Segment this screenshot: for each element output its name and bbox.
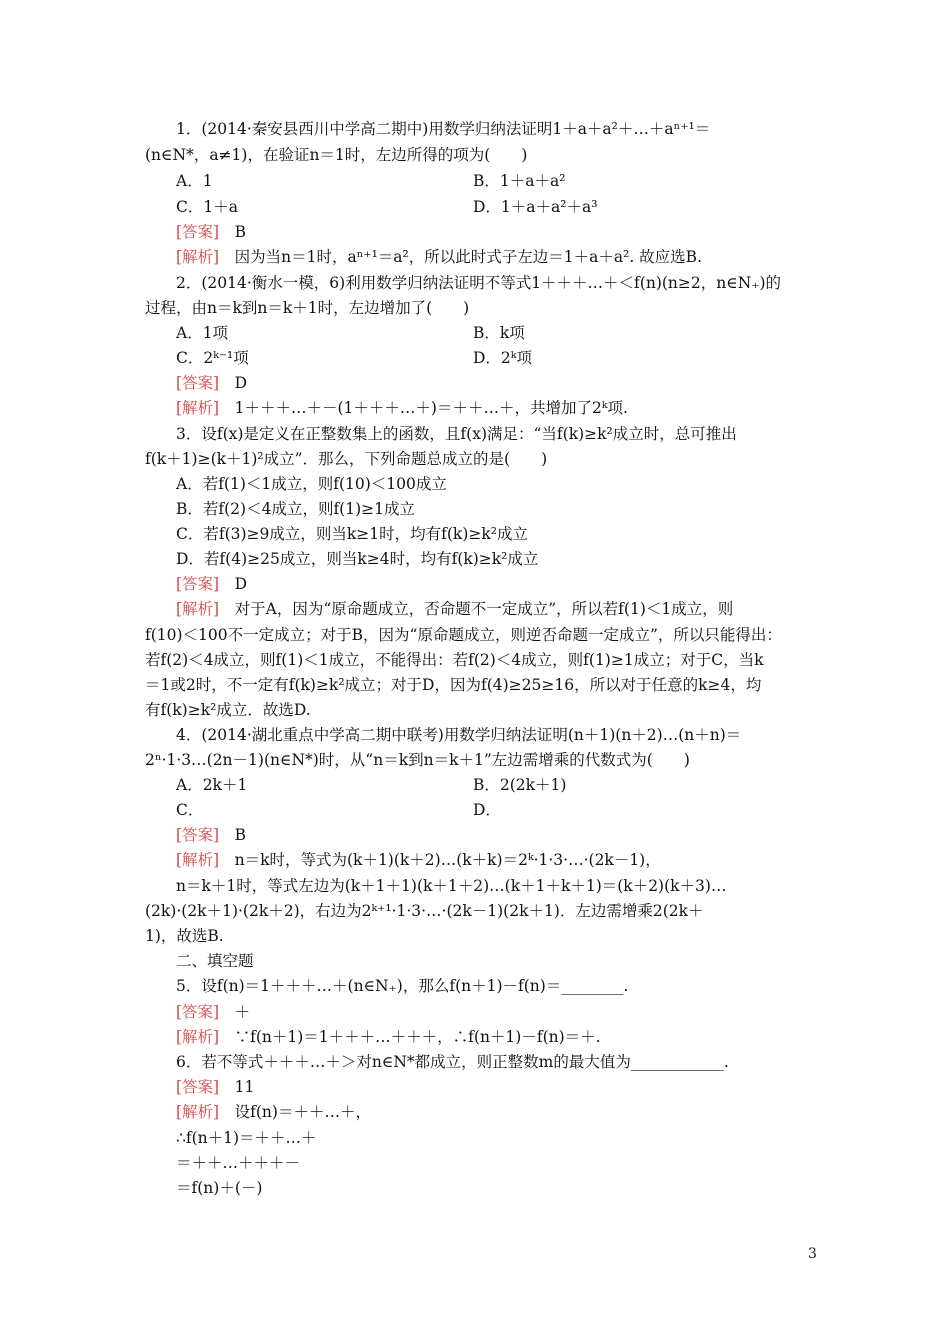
analysis-text: ∵f(n＋1)＝1＋＋＋…＋＋＋，∴f(n＋1)－f(n)＝＋. bbox=[234, 1028, 601, 1046]
answer-tag: [答案] bbox=[176, 826, 220, 844]
problem-3-line-1: 3．设f(x)是定义在正整数集上的函数，且f(x)满足：“当f(k)≥k²成立时，总可推出 bbox=[176, 425, 737, 443]
answer-value: ＋ bbox=[234, 1003, 251, 1021]
analysis-text: 对于A，因为“原命题成立，否命题不一定成立”，所以若f(1)＜1成立，则 bbox=[234, 600, 734, 618]
option-a: A．若f(1)＜1成立，则f(10)＜100成立 bbox=[176, 475, 447, 493]
analysis-tag: [解析] bbox=[176, 399, 220, 417]
analysis-text: ∴f(n＋1)＝＋＋…＋ bbox=[176, 1129, 317, 1147]
problem-5-line-1: 5．设f(n)＝1＋＋＋…＋(n∈N₊)，那么f(n＋1)－f(n)＝________. bbox=[176, 977, 629, 995]
analysis-line bbox=[176, 246, 702, 268]
answer-value: D bbox=[234, 575, 248, 593]
option-d: D．1＋a＋a²＋a³ bbox=[473, 198, 598, 216]
section-heading: 二、填空题 bbox=[176, 952, 254, 970]
analysis-text: 1)，故选B. bbox=[145, 927, 224, 945]
option-c: C．若f(3)≥9成立，则当k≥1时，均有f(k)≥k²成立 bbox=[176, 525, 528, 543]
option-d: D．2ᵏ项 bbox=[473, 349, 532, 367]
answer-line bbox=[176, 573, 247, 595]
analysis-tag: [解析] bbox=[176, 248, 220, 266]
problem-6-line-1: 6．若不等式＋＋＋…＋＞对n∈N*都成立，则正整数m的最大值为____________. bbox=[176, 1053, 729, 1071]
option-b: B．1＋a＋a² bbox=[473, 172, 566, 190]
analysis-text: 设f(n)＝＋＋…＋， bbox=[234, 1103, 371, 1121]
problem-4-line-2: 2ⁿ·1·3…(2n－1)(n∈N*)时，从“n＝k到n＝k＋1”左边需增乘的代数式为( ) bbox=[145, 751, 690, 769]
option-c: C．1＋a bbox=[176, 198, 238, 216]
option-b: B．若f(2)＜4成立，则f(1)≥1成立 bbox=[176, 500, 415, 518]
analysis-text: n＝k＋1时，等式左边为(k＋1＋1)(k＋1＋2)…(k＋1＋k＋1)＝(k＋2)(k＋3)… bbox=[176, 877, 727, 895]
answer-value: B bbox=[234, 223, 247, 241]
analysis-text: f(10)＜100不一定成立；对于B，因为“原命题成立，则逆否命题一定成立”，所以只能得出： bbox=[145, 626, 782, 644]
analysis-tag: [解析] bbox=[176, 1028, 220, 1046]
analysis-tag: [解析] bbox=[176, 600, 220, 618]
page-number: 3 bbox=[808, 1246, 817, 1262]
answer-line bbox=[176, 372, 247, 394]
problem-3-line-2: f(k＋1)≥(k＋1)²成立”．那么，下列命题总成立的是( ) bbox=[145, 450, 548, 468]
analysis-text: 若f(2)＜4成立，则f(1)＜1成立，不能得出：若f(2)＜4成立，则f(1)≥1成立；对于C，当k bbox=[145, 651, 764, 669]
analysis-text: ＝＋＋…＋＋＋－ bbox=[176, 1154, 301, 1172]
problem-1-line-1: 1．(2014·秦安县西川中学高二期中)用数学归纳法证明1＋a＋a²＋…＋aⁿ⁺¹＝ bbox=[176, 120, 711, 138]
analysis-line bbox=[176, 1026, 601, 1048]
option-b: B．k项 bbox=[473, 324, 525, 342]
problem-4-line-1: 4．(2014·湖北重点中学高二期中联考)用数学归纳法证明(n＋1)(n＋2)…(n＋n)＝ bbox=[176, 726, 742, 744]
option-d: D． bbox=[473, 801, 501, 819]
answer-value: B bbox=[234, 826, 247, 844]
answer-line bbox=[176, 1001, 250, 1023]
analysis-tag: [解析] bbox=[176, 1103, 220, 1121]
analysis-text: 有f(k)≥k²成立．故选D. bbox=[145, 701, 311, 719]
answer-tag: [答案] bbox=[176, 1078, 220, 1096]
answer-tag: [答案] bbox=[176, 575, 220, 593]
answer-value: D bbox=[234, 374, 248, 392]
analysis-line bbox=[176, 849, 661, 871]
option-a: A．1 bbox=[176, 172, 213, 190]
analysis-line bbox=[176, 1101, 371, 1123]
option-a: A．2k＋1 bbox=[176, 776, 248, 794]
analysis-text: ＝f(n)＋(－) bbox=[176, 1179, 263, 1197]
answer-line bbox=[176, 1076, 254, 1098]
answer-tag: [答案] bbox=[176, 374, 220, 392]
analysis-text: (2k)·(2k＋1)·(2k＋2)，右边为2ᵏ⁺¹·1·3·…·(2k－1)(2k＋1)．左边需增乘2(2k＋ bbox=[145, 902, 704, 920]
option-d: D．若f(4)≥25成立，则当k≥4时，均有f(k)≥k²成立 bbox=[176, 550, 539, 568]
analysis-text: 1＋＋＋…＋－(1＋＋＋…＋)＝＋＋…＋，共增加了2ᵏ项. bbox=[234, 399, 628, 417]
analysis-text: 因为当n＝1时，aⁿ⁺¹＝a²，所以此时式子左边＝1＋a＋a². 故应选B. bbox=[234, 248, 702, 266]
answer-value: 11 bbox=[234, 1078, 255, 1096]
answer-tag: [答案] bbox=[176, 1003, 220, 1021]
analysis-text: n＝k时，等式为(k＋1)(k＋2)…(k＋k)＝2ᵏ·1·3·…·(2k－1)， bbox=[234, 851, 661, 869]
option-b: B．2(2k＋1) bbox=[473, 776, 567, 794]
option-c: C． bbox=[176, 801, 204, 819]
problem-2-line-2: 过程，由n＝k到n＝k＋1时，左边增加了( ) bbox=[145, 299, 470, 317]
analysis-text: ＝1或2时，不一定有f(k)≥k²成立；对于D，因为f(4)≥25≥16，所以对于任意的k≥4，均 bbox=[145, 676, 762, 694]
analysis-line bbox=[176, 598, 733, 620]
answer-line bbox=[176, 824, 246, 846]
option-a: A．1项 bbox=[176, 324, 229, 342]
option-c: C．2ᵏ⁻¹项 bbox=[176, 349, 249, 367]
answer-line bbox=[176, 221, 246, 243]
problem-1-line-2: (n∈N*，a≠1)，在验证n＝1时，左边所得的项为( ) bbox=[145, 146, 528, 164]
answer-tag: [答案] bbox=[176, 223, 220, 241]
problem-2-line-1: 2．(2014·衡水一模，6)利用数学归纳法证明不等式1＋＋＋…＋＜f(n)(n≥2，n∈N₊)的 bbox=[176, 274, 781, 292]
analysis-tag: [解析] bbox=[176, 851, 220, 869]
analysis-line bbox=[176, 397, 628, 419]
